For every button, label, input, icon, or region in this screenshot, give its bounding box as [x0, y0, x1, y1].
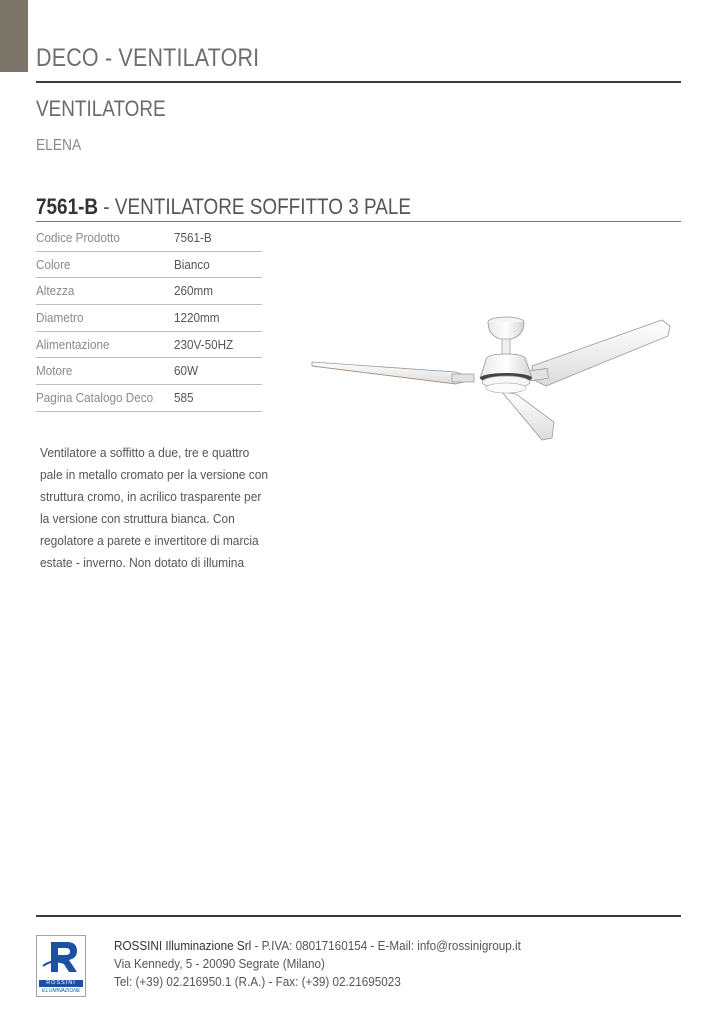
spec-label: Motore	[36, 363, 73, 379]
logo-subtitle: ILLUMINAZIONE	[41, 988, 81, 994]
company-vat-email: - P.IVA: 08017160154 - E-Mail: info@rossinigroup.it	[251, 938, 521, 953]
spec-label: Diametro	[36, 310, 84, 326]
spec-row	[36, 225, 262, 252]
company-line	[114, 937, 521, 955]
ceiling-fan-image	[306, 312, 678, 448]
spec-row	[36, 385, 262, 412]
corner-tab	[0, 0, 28, 72]
spec-row	[36, 278, 262, 305]
product-title: - VENTILATORE SOFFITTO 3 PALE	[98, 194, 412, 219]
header-divider	[36, 81, 681, 83]
spec-row	[36, 358, 262, 385]
company-address: Via Kennedy, 5 - 20090 Segrate (Milano)	[114, 956, 325, 971]
spec-value: 60W	[174, 363, 199, 379]
rossini-r-icon	[37, 936, 85, 980]
spec-value: Bianco	[174, 256, 210, 272]
logo-band: ROSSINI	[39, 980, 83, 987]
spec-value: 260mm	[174, 283, 214, 299]
footer-divider	[36, 915, 681, 917]
spec-value: 230V-50HZ	[174, 336, 234, 352]
spec-value: 7561-B	[174, 230, 212, 245]
description-line: struttura cromo, in acrilico trasparente per	[40, 489, 262, 504]
spec-label: Codice Prodotto	[36, 230, 120, 245]
category-title: DECO - VENTILATORI	[36, 44, 260, 72]
family-title: VENTILATORE	[36, 96, 166, 121]
product-code: 7561-B	[36, 194, 99, 219]
description-line: Ventilatore a soffitto a due, tre e quattro	[40, 445, 250, 460]
rossini-logo	[36, 935, 86, 997]
spec-label: Colore	[36, 256, 71, 272]
product-divider	[36, 221, 681, 222]
description-line: estate - inverno. Non dotato di illumina	[40, 555, 245, 570]
spec-row	[36, 305, 262, 332]
description-line: pale in metallo cromato per la versione con	[40, 467, 269, 482]
spec-label: Altezza	[36, 283, 75, 299]
spec-row	[36, 332, 262, 359]
spec-row	[36, 252, 262, 279]
product-description	[40, 442, 270, 574]
spec-table	[36, 225, 262, 412]
description-line: la versione con struttura bianca. Con	[40, 511, 235, 526]
description-line: regolatore a parete e invertitore di marcia	[40, 533, 259, 548]
spec-label: Alimentazione	[36, 336, 110, 352]
spec-value: 1220mm	[174, 310, 220, 326]
model-name: ELENA	[36, 137, 82, 154]
spec-value: 585	[174, 390, 194, 406]
product-heading	[36, 194, 411, 220]
company-name: ROSSINI Illuminazione Srl	[114, 938, 252, 953]
spec-label: Pagina Catalogo Deco	[36, 390, 154, 406]
company-info	[114, 937, 521, 991]
company-phone: Tel: (+39) 02.216950.1 (R.A.) - Fax: (+39) 02.21695023	[114, 974, 401, 989]
